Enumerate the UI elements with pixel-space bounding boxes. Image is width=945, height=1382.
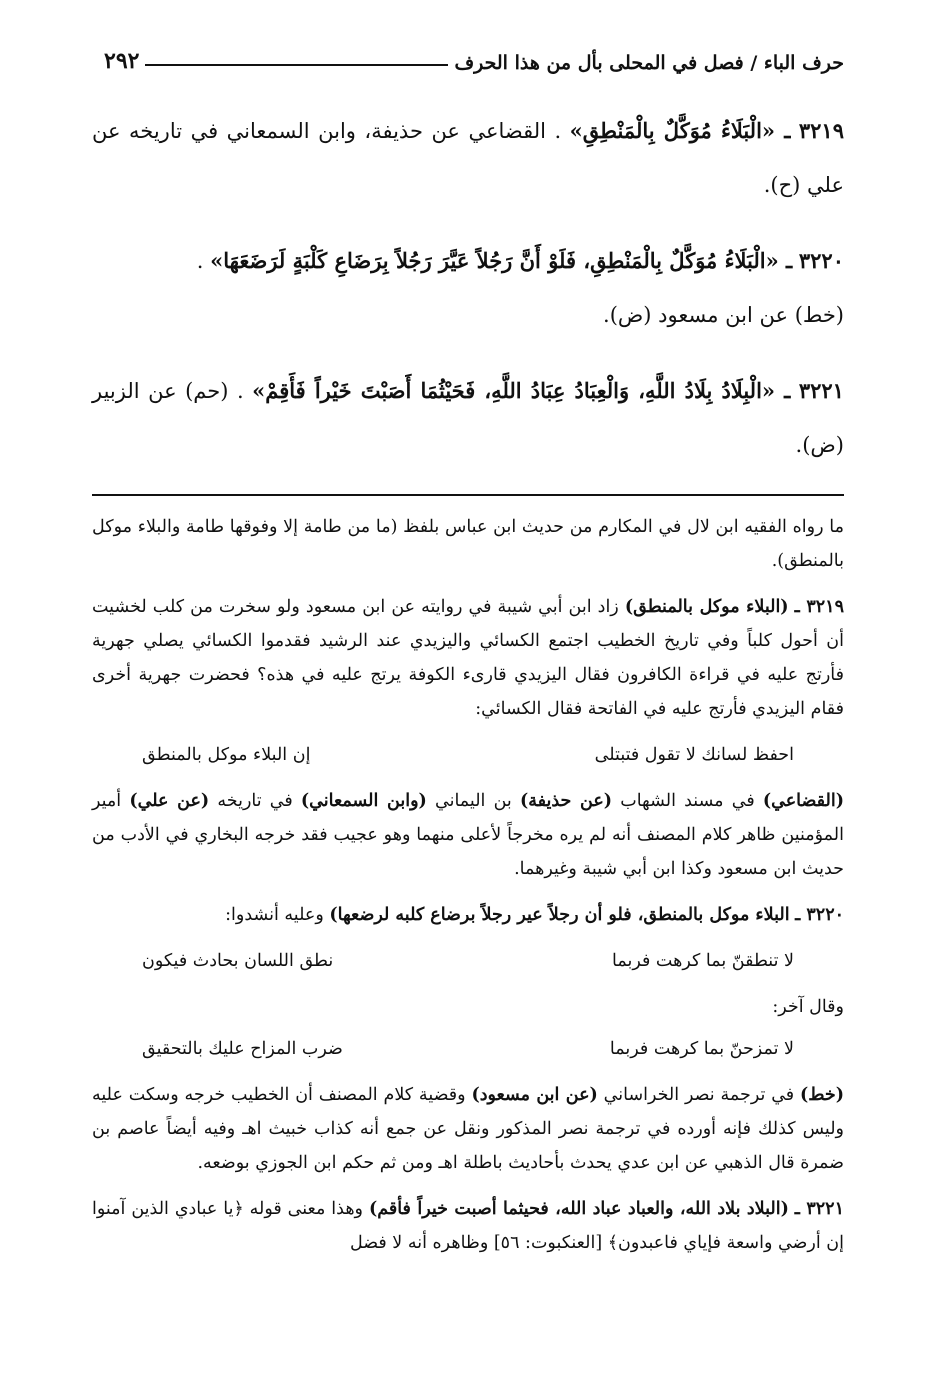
hadith-source: . (حم) عن	[148, 379, 244, 403]
poetry-verse	[142, 944, 794, 978]
header-rule	[145, 64, 448, 66]
verse-hemistich: لا تنطقنّ بما كرهت فربما	[612, 951, 794, 971]
hadith-entry: ٣٢١٩ ـ «الْبَلَاءُ مُوَكَّلٌ بِالْمَنْطِقِ» . القضاعي عن حذيفة، وابن السمعاني في تاريخه عن علي (ح).	[92, 118, 844, 197]
verse-hemistich: إن البلاء موكل بالمنطق	[142, 745, 311, 765]
verse-hemistich: ضرب المزاح عليك بالتحقيق	[142, 1039, 343, 1059]
poetry-verse	[142, 738, 794, 772]
book-page	[92, 40, 844, 1272]
hadith-entry: ٣٢٢٠ ـ «الْبَلَاءُ مُوَكَّلٌ بِالْمَنْطِقِ، فَلَوْ أَنَّ رَجُلاً عَيَّرَ رَجُلاً بِرَضَاعِ كَلْبَةٍ لَرَضَعَهَا» . (خط) عن ابن مسعود (ض).	[196, 248, 844, 327]
poetry-verse	[142, 1032, 794, 1066]
page-header	[92, 40, 844, 74]
verse-hemistich: لا تمزحنّ بما كرهت فربما	[609, 1039, 794, 1059]
commentary-paragraph: (القضاعي) في مسند الشهاب (عن حذيفة) بن اليماني (وابن السمعاني) في تاريخه (عن علي) أمير المؤمنين ظاهر كلام المصنف أنه لم يره مخرجاً لأعلى منهما وهو عجيب فقد خرجه البخاري في الأدب من حديث ابن مسعود وكذا ابن أبي شيبة وغيرهما.	[92, 791, 845, 879]
hadith-number: ٣٢٢١	[798, 378, 844, 403]
hadith-entry: ٣٢٢١ ـ «الْبِلَادُ بِلَادُ اللَّهِ، وَالْعِبَادُ عِبَادُ اللَّهِ، فَحَيْثُمَا أَصَبْتَ خَيْراً فَأَقِمْ» . (حم) عن الزبير (ض).	[92, 378, 844, 457]
running-title: حرف الباء / فصل في المحلى بأل من هذا الحرف	[454, 52, 844, 74]
verse-hemistich: نطق اللسان بحادث فيكون	[142, 951, 334, 971]
hadith-text: «الْبَلَاءُ مُوَكَّلٌ بِالْمَنْطِقِ»	[569, 118, 776, 143]
hadith-source: .	[196, 249, 204, 273]
commentary-paragraph: ٣٢٢١ ـ (البلاد بلاد الله، والعباد عباد الله، فحيثما أصبت خيراً فأقم) وهذا معنى قوله ﴿يا عبادي الذين آمنوا إن أرضي واسعة فإياي فاعبدون﴾ [العنكبوت: ٥٦] وظاهره أنه لا فضل	[92, 1199, 844, 1253]
verse-hemistich: احفظ لسانك لا تقول فتبتلى	[594, 745, 794, 765]
hadith-source-cont: علي (ح).	[763, 173, 844, 197]
poetry-intro: وقال آخر:	[772, 997, 844, 1017]
hadith-text: «الْبِلَادُ بِلَادُ اللَّهِ، وَالْعِبَادُ عِبَادُ اللَّهِ، فَحَيْثُمَا أَصَبْتَ خَيْراً فَأَقِمْ»	[252, 378, 776, 403]
page-number: ٢٩٢	[104, 48, 140, 74]
hadith-source-cont: الزبير (ض).	[92, 379, 844, 457]
hadith-number: ٣٢٢٠	[798, 248, 844, 273]
hadith-number: ٣٢١٩	[798, 118, 844, 143]
commentary	[92, 510, 844, 1260]
hadith-source-cont: (خط) عن ابن مسعود (ض).	[603, 303, 844, 327]
hadith-text: «الْبَلَاءُ مُوَكَّلٌ بِالْمَنْطِقِ، فَلَوْ أَنَّ رَجُلاً عَيَّرَ رَجُلاً بِرَضَاعِ كَلْبَةٍ لَرَضَعَهَا»	[210, 248, 779, 273]
commentary-paragraph: ٣٢٢٠ ـ البلاء موكل بالمنطق، فلو أن رجلاً عير رجلاً برضاع كلبه لرضعها) وعليه أنشدوا:	[225, 905, 844, 925]
hadith-source: . القضاعي عن حذيفة، وابن السمعاني في تاريخه عن	[92, 119, 562, 143]
commentary-paragraph: (خط) في ترجمة نصر الخراساني (عن ابن مسعود) وقضية كلام المصنف أن الخطيب خرجه وسكت عليه وليس كذلك فإنه أورده في ترجمة نصر المذكور ونقل عن جمع أنه كذاب خبيث اهـ وفيه أيضاً عاصم بن ضمرة قال الذهبي عن ابن عدي يحدث بأحاديث باطلة اهـ ومن ثم حكم ابن الجوزي بوضعه.	[92, 1085, 844, 1173]
footnote-divider	[92, 494, 844, 496]
commentary-paragraph: ٣٢١٩ ـ (البلاء موكل بالمنطق) زاد ابن أبي شيبة في روايته عن ابن مسعود ولو سخرت من كلب لخشيت أن أحول كلباً وفي تاريخ الخطيب اجتمع الكسائي واليزيدي عند الرشيد فقدموا الكسائي يصلي جهرية فأرتج عليه في قراءة الكافرون فقال اليزيدي قارىء الكوفة يرتج عليه في هذه؟ فحضرت جهرية أخرى فقام اليزيدي فأرتج عليه في الفاتحة فقال الكسائي:	[92, 597, 844, 719]
commentary-paragraph: ما رواه الفقيه ابن لال في المكارم من حديث ابن عباس بلفظ (ما من طامة إلا وفوقها طامة والبلاء موكل بالمنطق).	[92, 517, 844, 571]
main-text	[92, 104, 844, 472]
